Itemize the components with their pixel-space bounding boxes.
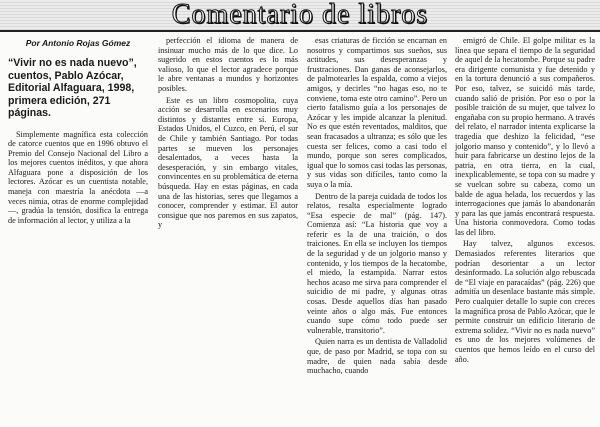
paragraph: Este es un libro cosmopolita, cuya acción se desarrolla en escenarios muy distintos y distantes entre sí. Europa, Estados Unidos, el Cuzco, en Perú, el sur de Chile y también Santiago. Por todas partes se mueven los personajes desalentados, a veces hasta la desesperación, y sin embargo vitales, convincentes en su problemática de eterna búsqueda. Hay en estas páginas, en cada una de las historias, seres que llegamos a conocer, comprender y estimar. El autor consigue que nos paremos en sus zapatos, y bbox=[158, 95, 298, 230]
paragraph: Hay talvez, algunos excesos. Demasiados referentes literarios que podrían desorientar a un lector desinformado. La solución algo rebuscada de “El viaje en paracaídas” (pág. 226) que admitía un desenlace bastante más simple. Pero cualquier detalle lo supie con creces la magnífica prosa de Pablo Azócar, que le permite construir un edificio literario de extrema solidez. “Vivir no es nada nuevo” es uno de los mejores volúmenes de cuentos que hemos leído en el curso del año. bbox=[455, 239, 595, 364]
paragraph: perfección el idioma de manera de insinuar mucho más de lo que dice. Lo sugerido en estos cuentos es lo más valioso, lo que el lector agradece porque le abre ventanas a mundos y horizontes posibles. bbox=[158, 36, 298, 93]
paragraph: Simplemente magnífica esta colección de catorce cuentos que en 1996 obtuvo el Premio del Consejo Nacional del Libro a los mejores cuentos inéditos, y que ahora Alfaguara pone a disposición de los lectores. Azócar es un cuentista notable, maneja con maestría la anécdota —a veces nimia, otras de enorme complejidad—, gradúa la tensión, dosifica la entrega de información al lector, y utiliza a la bbox=[8, 129, 148, 225]
paragraph: Quien narra es un dentista de Valladolid que, de paso por Madrid, se topa con su madre, de quien nada sabía desde muchacho, cuando bbox=[307, 337, 447, 376]
section-banner bbox=[0, 0, 600, 32]
paragraph: esas criaturas de ficción se encarnan en nosotros y compartimos sus sueños, sus actitudes, sus desesperanzas y frustraciones. Dan ganas de aconsejarlos, de palmotearles la espalda, como a viejos amigos, y decirles “no hagas eso, no te conviene, toma este otro camino”. Pero un cierto fatalismo guía a los personajes de Azócar y les impide alcanzar la plenitud. No es que estén reventados, malditos, que sean fracasados a ultranza; es sólo que les cuesta ser felices, como a casi todo el mundo, porque son seres complicados, igual que lo somos casi todas las personas, y sus vidas son difíciles, tanto como la suya o la mía. bbox=[307, 36, 447, 189]
column-1 bbox=[8, 36, 148, 424]
paragraph: emigró de Chile. El golpe militar es la línea que separa el tiempo de la seguridad de aquel de la hecatombe. Porque su padre era dirigente comunista y fue detenido y en la tortura denunció a sus compañeros. Por eso, talvez, se suicidó más tarde, cuando salió de prisión. Por eso o por la posible traición de su mujer, que talvez lo engañaba con su propio hermano. A través del relato, el narrador intenta explicarse la tragedia que deshizo la felicidad, “ese jolgorio manso y contenido”, y lo llevó a huir para fabricarse un destino lejos de la patria, en otra tierra, en la cual, inexplicablemente, se topa con su madre y se vuelcan sobre su cabeza, como un balde de agua helada, los recuerdos y las interrogaciones que jamás lo abandonarán y para las que jamás encontrará respuesta. Una historia conmovedora. Como todas las del libro. bbox=[455, 36, 595, 237]
section-title: Comentario de libros bbox=[171, 0, 429, 30]
byline: Por Antonio Rojas Gómez bbox=[25, 38, 131, 48]
column-3 bbox=[307, 36, 447, 424]
headline: “Vivir no es nada nuevo”, cuentos, Pablo Azócar, Editorial Alfaguara, 1998, primera edición, 271 páginas. bbox=[8, 57, 137, 119]
column-4 bbox=[455, 36, 595, 424]
column-2 bbox=[158, 36, 298, 424]
paragraph: Dentro de la pareja cuidada de todos los relatos, resalta especialmente logrado “Esa especie de mal” (pág. 147). Comienza así: “La historia que voy a referir es la de una traición, o dos traiciones. En ella se incluyen los tiempos de la seguridad y de un jolgorio manso y contenido, y los tiempos de la hecatombe, el miedo, la estampida. Narrar estos hechos acaso me sirva para comprender el suicidio de mi padre, y algunas otras cosas. Desde aquellos días han pasado veinte años o algo más. Fue entonces cuando supe cómo todo puede ser vulnerable, transitorio”. bbox=[307, 191, 447, 335]
